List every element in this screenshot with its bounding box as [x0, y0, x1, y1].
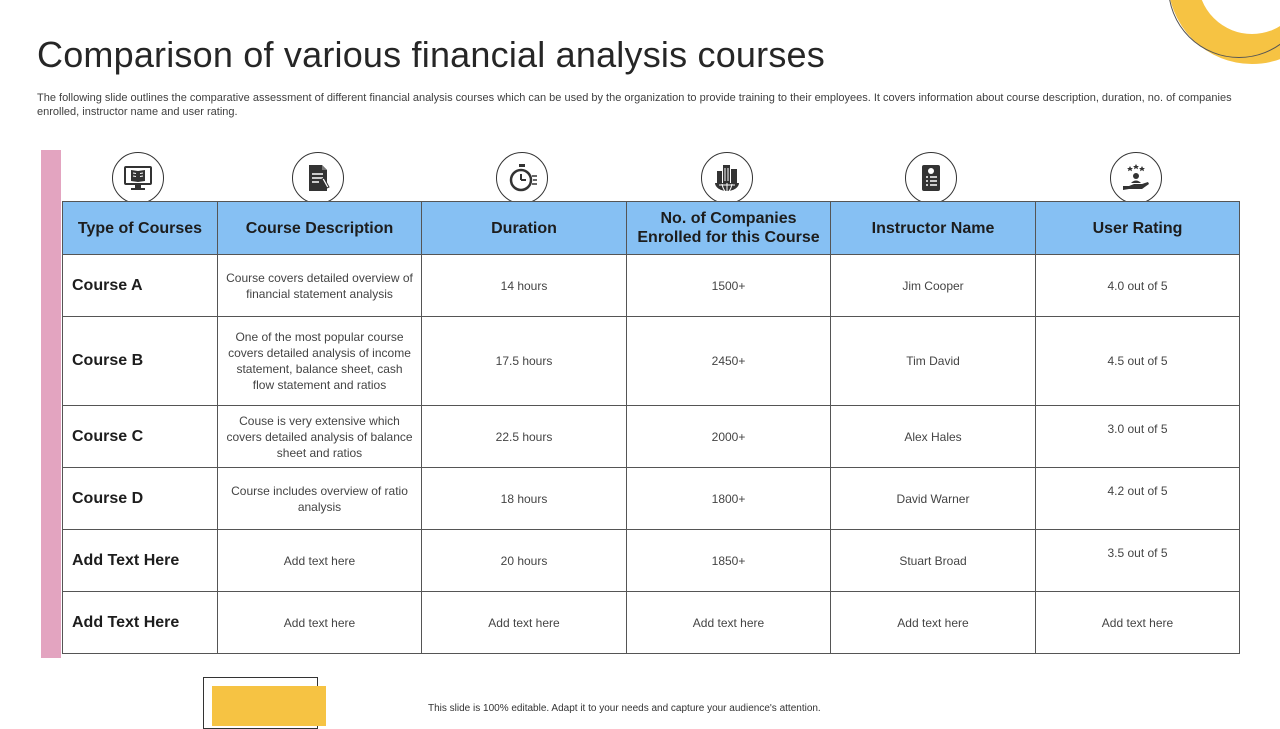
- course-name: Course A: [63, 255, 218, 317]
- id-card-icon: [905, 152, 957, 204]
- decorative-ring-outline: [1168, 0, 1280, 58]
- course-duration: 17.5 hours: [422, 317, 627, 406]
- companies-enrolled: 1800+: [627, 468, 831, 530]
- companies-enrolled: 1500+: [627, 255, 831, 317]
- user-rating: 4.0 out of 5: [1036, 255, 1240, 317]
- companies-enrolled: 1850+: [627, 530, 831, 592]
- user-rating: Add text here: [1036, 592, 1240, 654]
- header-companies-enrolled: No. of Companies Enrolled for this Course: [627, 202, 831, 255]
- course-duration: 22.5 hours: [422, 406, 627, 468]
- course-duration: 14 hours: [422, 255, 627, 317]
- stopwatch-icon: [496, 152, 548, 204]
- course-duration: Add text here: [422, 592, 627, 654]
- user-rating: 4.5 out of 5: [1036, 317, 1240, 406]
- course-name: Add Text Here: [63, 530, 218, 592]
- table-row: [63, 530, 1240, 592]
- user-rating: 3.5 out of 5: [1036, 530, 1240, 592]
- table-row: [63, 317, 1240, 406]
- header-type-of-courses: Type of Courses: [63, 202, 218, 255]
- table-row: [63, 592, 1240, 654]
- document-icon: [292, 152, 344, 204]
- page-description: The following slide outlines the comparative assessment of different financial analysis courses which can be used by the organization to provide training to their employees. It covers information about course description, duration, no. of companies enrolled, instructor name and user rating.: [37, 92, 1232, 118]
- courses-comparison-table: [62, 201, 1240, 654]
- rating-hand-icon: [1110, 152, 1162, 204]
- companies-enrolled: 2000+: [627, 406, 831, 468]
- course-description: Add text here: [218, 592, 422, 654]
- side-accent-bar: [41, 150, 61, 658]
- course-description: One of the most popular course covers detailed analysis of income statement, balance sheet, cash flow statement and ratios: [218, 317, 422, 406]
- instructor-name: Stuart Broad: [831, 530, 1036, 592]
- table-row: [63, 468, 1240, 530]
- course-description: Couse is very extensive which covers detailed analysis of balance sheet and ratios: [218, 406, 422, 468]
- course-description: Course covers detailed overview of financial statement analysis: [218, 255, 422, 317]
- course-name: Add Text Here: [63, 592, 218, 654]
- instructor-name: David Warner: [831, 468, 1036, 530]
- course-description: Course includes overview of ratio analysis: [218, 468, 422, 530]
- header-course-description: Course Description: [218, 202, 422, 255]
- table-row: [63, 406, 1240, 468]
- table-row: [63, 255, 1240, 317]
- city-globe-icon: [701, 152, 753, 204]
- instructor-name: Alex Hales: [831, 406, 1036, 468]
- footer-note: This slide is 100% editable. Adapt it to your needs and capture your audience's attention.: [428, 703, 821, 714]
- course-name: Course B: [63, 317, 218, 406]
- header-duration: Duration: [422, 202, 627, 255]
- instructor-name: Jim Cooper: [831, 255, 1036, 317]
- course-name: Course C: [63, 406, 218, 468]
- user-rating: 4.2 out of 5: [1036, 468, 1240, 530]
- course-name: Course D: [63, 468, 218, 530]
- instructor-name: Tim David: [831, 317, 1036, 406]
- book-monitor-icon: [112, 152, 164, 204]
- header-instructor-name: Instructor Name: [831, 202, 1036, 255]
- user-rating: 3.0 out of 5: [1036, 406, 1240, 468]
- companies-enrolled: 2450+: [627, 317, 831, 406]
- footer-decor-fill: [212, 686, 326, 726]
- course-duration: 20 hours: [422, 530, 627, 592]
- course-description: Add text here: [218, 530, 422, 592]
- instructor-name: Add text here: [831, 592, 1036, 654]
- course-duration: 18 hours: [422, 468, 627, 530]
- header-user-rating: User Rating: [1036, 202, 1240, 255]
- table-header-row: [63, 202, 1240, 255]
- companies-enrolled: Add text here: [627, 592, 831, 654]
- page-title: Comparison of various financial analysis courses: [37, 34, 825, 75]
